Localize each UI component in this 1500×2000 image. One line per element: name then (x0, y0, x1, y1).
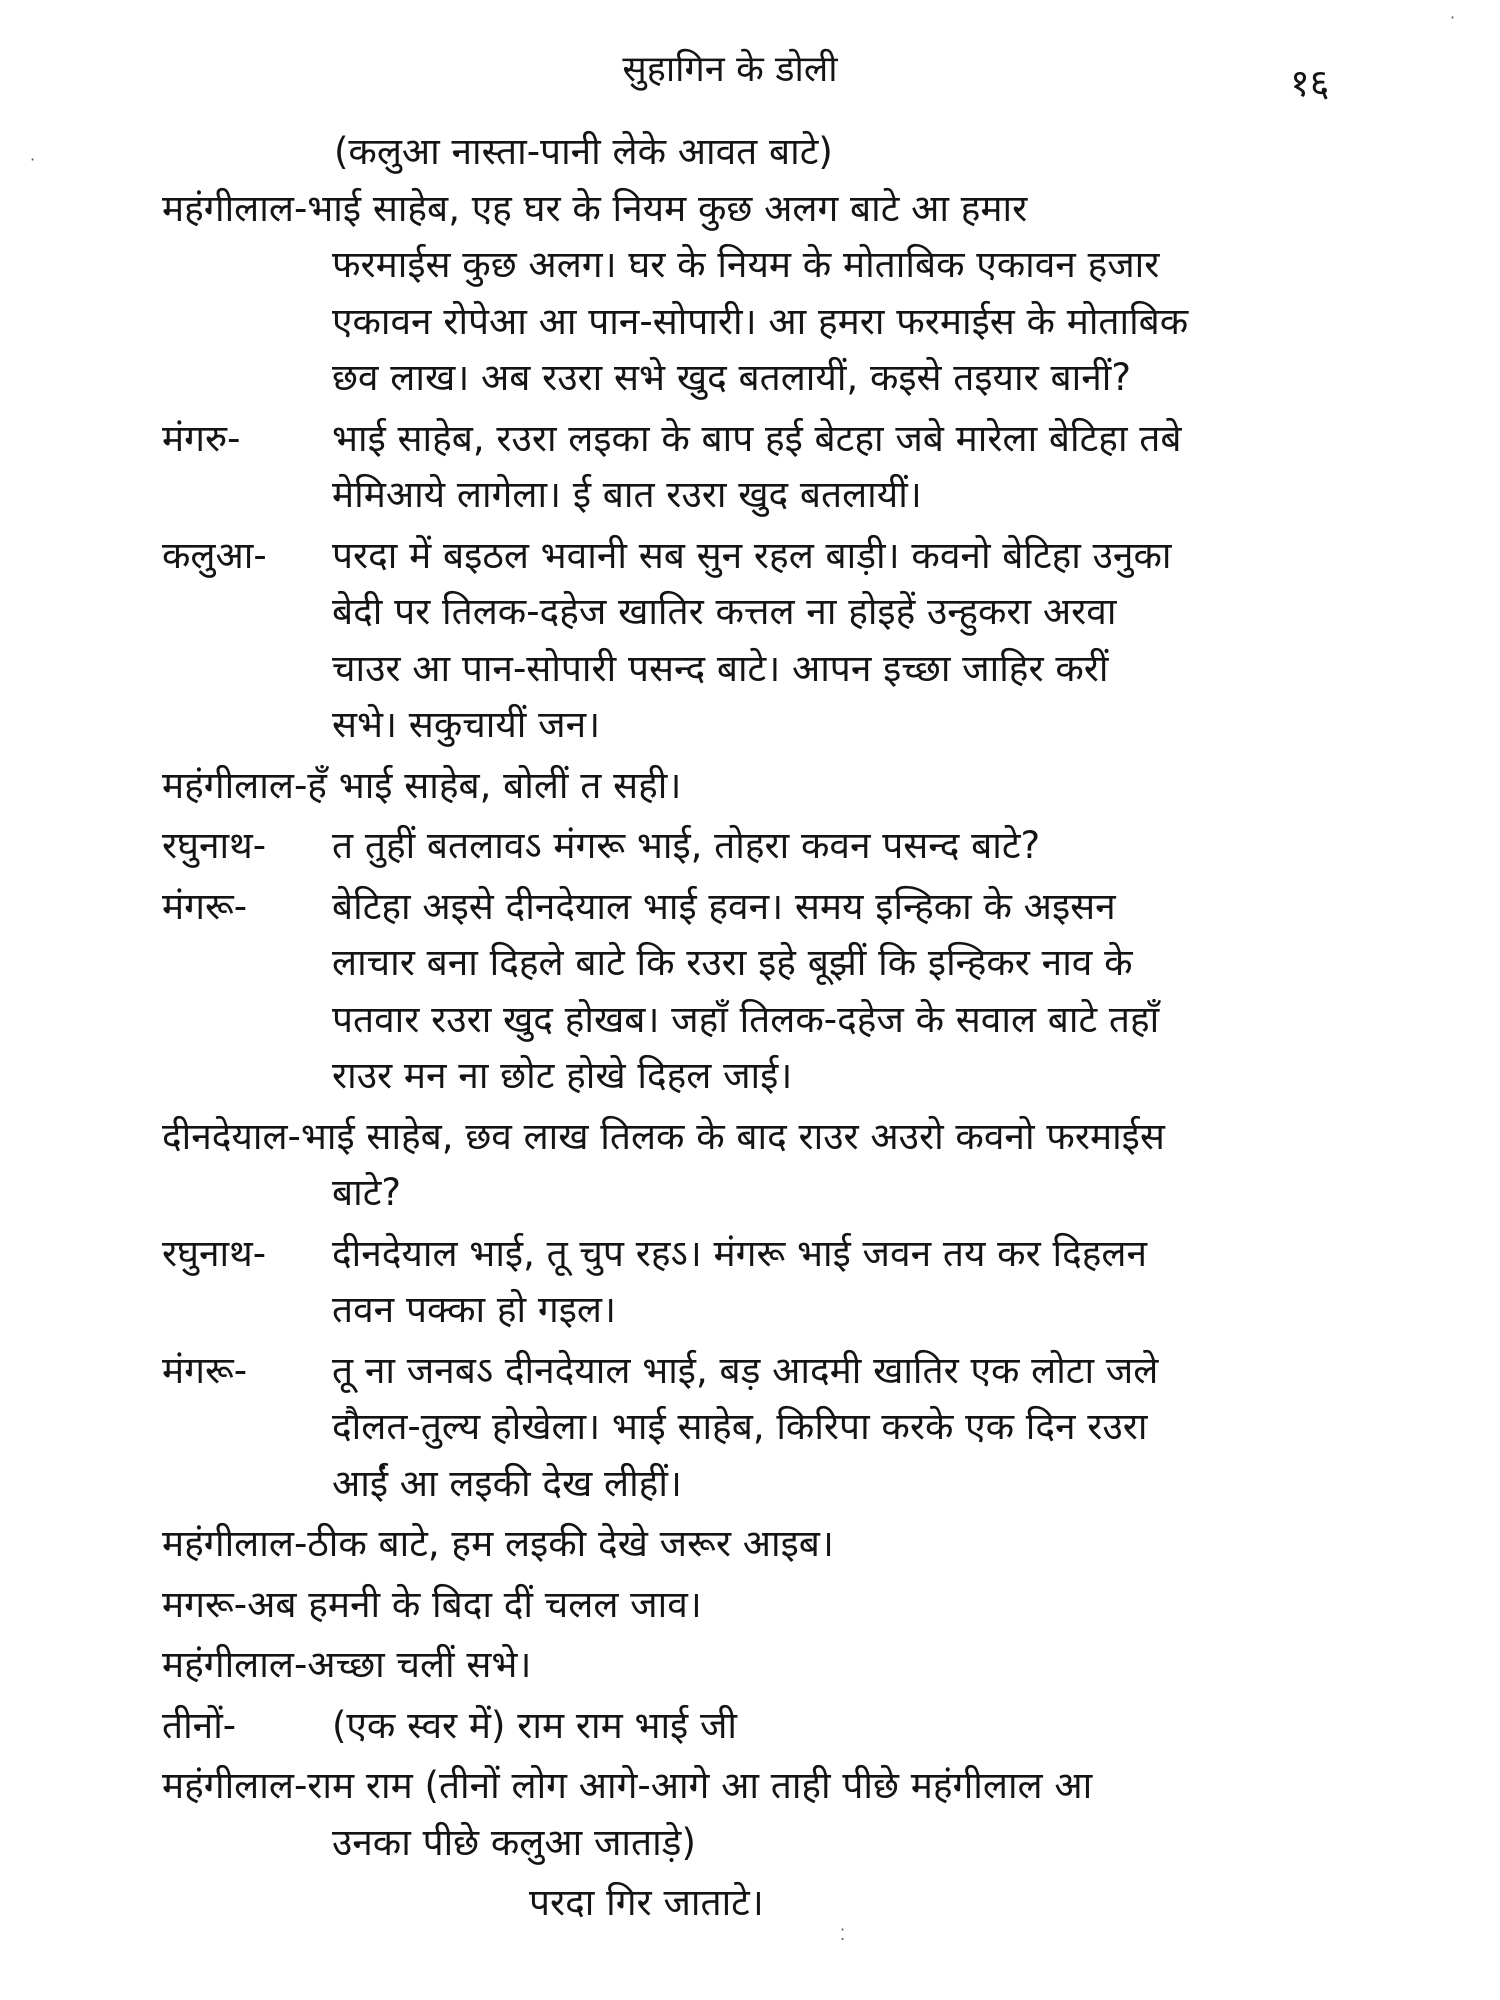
speaker-name: महंगीलाल- (162, 1643, 308, 1686)
speech-line: तू ना जनबऽ दीनदेयाल भाई, बड़ आदमी खातिर एक लोटा जले (332, 1348, 1159, 1392)
dialogue-block (162, 758, 1392, 819)
speech (332, 879, 1392, 1105)
speech (332, 818, 1392, 875)
scan-speck: · (1450, 8, 1456, 27)
speaker-name: महंगीलाल- (162, 186, 308, 230)
speaker-name: महंगीलाल- (162, 1522, 308, 1565)
speech-line (162, 181, 1392, 238)
stage-direction: (कलुआ नास्ता-पानी लेके आवत बाटे) (334, 130, 833, 173)
speech-line: उनका पीछे कलुआ जाताड़े) (332, 1820, 696, 1864)
dialogue-row (162, 1226, 1392, 1339)
speech-line: राउर मन ना छोट होखे दिहल जाई। (332, 1054, 793, 1097)
speech-line: चाउर आ पान-सोपारी पसन्द बाटे। आपन इच्छा जाहिर करीं (332, 646, 1109, 690)
speech-line: बेटिहा अइसे दीनदेयाल भाई हवन। समय इन्हिका के अइसन (332, 884, 1116, 928)
speaker-name: दीनदेयाल- (162, 1114, 301, 1158)
dialogue-block (162, 181, 1392, 411)
speech (332, 1698, 1392, 1755)
speech-text: ठीक बाटे, हम लइकी देखे जरूर आइब। (307, 1522, 834, 1565)
speech-line (162, 1758, 1392, 1815)
dialogue-block (162, 818, 1392, 879)
speech (332, 528, 1392, 754)
speaker-name: मंगरु- (162, 416, 241, 460)
dialogue-block (162, 411, 1392, 528)
speech-line: बाटे? (332, 1171, 401, 1214)
speech-line: पतवार रउरा खुद होखब। जहाँ तिलक-दहेज के सवाल बाटे तहाँ (332, 997, 1160, 1041)
dialogue-row (162, 528, 1392, 754)
speech-line: (एक स्वर में) राम राम भाई जी (332, 1703, 738, 1747)
dialogue-block (162, 1109, 1392, 1226)
speech-line: छव लाख। अब रउरा सभे खुद बतलायीं, कइसे तइयार बानीं? (332, 356, 1131, 399)
speech-text: भाई साहेब, एह घर के नियम कुछ अलग बाटे आ हमार (307, 186, 1028, 230)
speech (332, 1226, 1392, 1339)
scan-speck: · (30, 150, 36, 169)
dialogue-block (162, 528, 1392, 758)
speaker-name: रघुनाथ- (162, 1231, 267, 1275)
dialogue-row (162, 411, 1392, 524)
speech-text: अब हमनी के बिदा दीं चलल जाव। (247, 1582, 702, 1626)
dialogue-block (162, 1637, 1392, 1698)
speech-line (162, 1637, 1392, 1694)
dialogue-row (162, 1343, 1392, 1513)
speech (332, 1343, 1392, 1513)
dialogue-row (162, 879, 1392, 1105)
speaker-name: तीनों- (162, 1703, 237, 1747)
speech-line: त तुहीं बतलावऽ मंगरू भाई, तोहरा कवन पसन्द बाटे? (332, 824, 1041, 867)
play-text (162, 124, 1392, 1932)
speech-text: राम राम (तीनों लोग आगे-आगे आ ताही पीछे महंगीलाल आ (307, 1764, 1093, 1807)
speech-line (162, 1516, 1392, 1573)
dialogue-block (162, 1577, 1392, 1638)
dialogue-row (162, 818, 1392, 875)
speech-line: एकावन रोपेआ आ पान-सोपारी। आ हमरा फरमाईस के मोताबिक (332, 299, 1189, 343)
speech-line: सभे। सकुचायीं जन। (332, 703, 601, 746)
stage-direction-curtain: परदा गिर जाताटे। (529, 1881, 764, 1924)
scan-speck: ⁚ (840, 1925, 846, 1944)
running-title: सुहागिन के डोली (622, 49, 838, 90)
speech-line (162, 1109, 1392, 1166)
speech-line: बेदी पर तिलक-दहेज खातिर कत्तल ना होइहें उन्हुकरा अरवा (332, 590, 1117, 633)
speech-line: दौलत-तुल्य होखेला। भाई साहेब, किरिपा करके एक दिन रउरा (332, 1405, 1148, 1448)
speaker-name: मंगरू- (162, 1348, 248, 1392)
dialogue (162, 181, 1392, 1876)
dialogue-block (162, 1516, 1392, 1577)
dialogue-block (162, 879, 1392, 1109)
speech-line: दीनदेयाल भाई, तू चुप रहऽ। मंगरू भाई जवन तय कर दिहलन (332, 1231, 1147, 1275)
speaker-name: कलुआ- (162, 533, 267, 577)
speech-line: तवन पक्का हो गइल। (332, 1288, 616, 1331)
speech-text: हँ भाई साहेब, बोलीं त सही। (307, 763, 682, 807)
speech-line: परदा में बइठल भवानी सब सुन रहल बाड़ी। कवनो बेटिहा उनुका (332, 533, 1172, 577)
speech-line (162, 1577, 1392, 1634)
dialogue-block (162, 1698, 1392, 1759)
speaker-name: मंगरू- (162, 884, 248, 928)
speech-line: फरमाईस कुछ अलग। घर के नियम के मोताबिक एकावन हजार (332, 243, 1160, 286)
speech-text: भाई साहेब, छव लाख तिलक के बाद राउर अउरो कवनो फरमाईस (300, 1114, 1165, 1158)
speech-line: मेमिआये लागेला। ई बात रउरा खुद बतलायीं। (332, 473, 922, 516)
page-number: १६ (1290, 61, 1330, 105)
dialogue-block (162, 1343, 1392, 1517)
speech-text: अच्छा चलीं सभे। (307, 1643, 532, 1686)
dialogue-block (162, 1226, 1392, 1343)
speech-line (162, 758, 1392, 815)
speaker-name: मगरू- (162, 1582, 248, 1626)
speech-line: भाई साहेब, रउरा लइका के बाप हई बेटहा जबे मारेला बेटिहा तबे (332, 416, 1182, 460)
speaker-name: रघुनाथ- (162, 824, 267, 867)
dialogue-row (162, 1698, 1392, 1755)
dialogue-block (162, 1758, 1392, 1875)
speaker-name: महंगीलाल- (162, 763, 308, 807)
speaker-name: महंगीलाल- (162, 1764, 308, 1807)
speech (332, 411, 1392, 524)
speech-line: लाचार बना दिहले बाटे कि रउरा इहे बूझीं कि इन्हिकर नाव के (332, 941, 1133, 984)
speech-line: आईं आ लइकी देख लीहीं। (332, 1461, 682, 1505)
